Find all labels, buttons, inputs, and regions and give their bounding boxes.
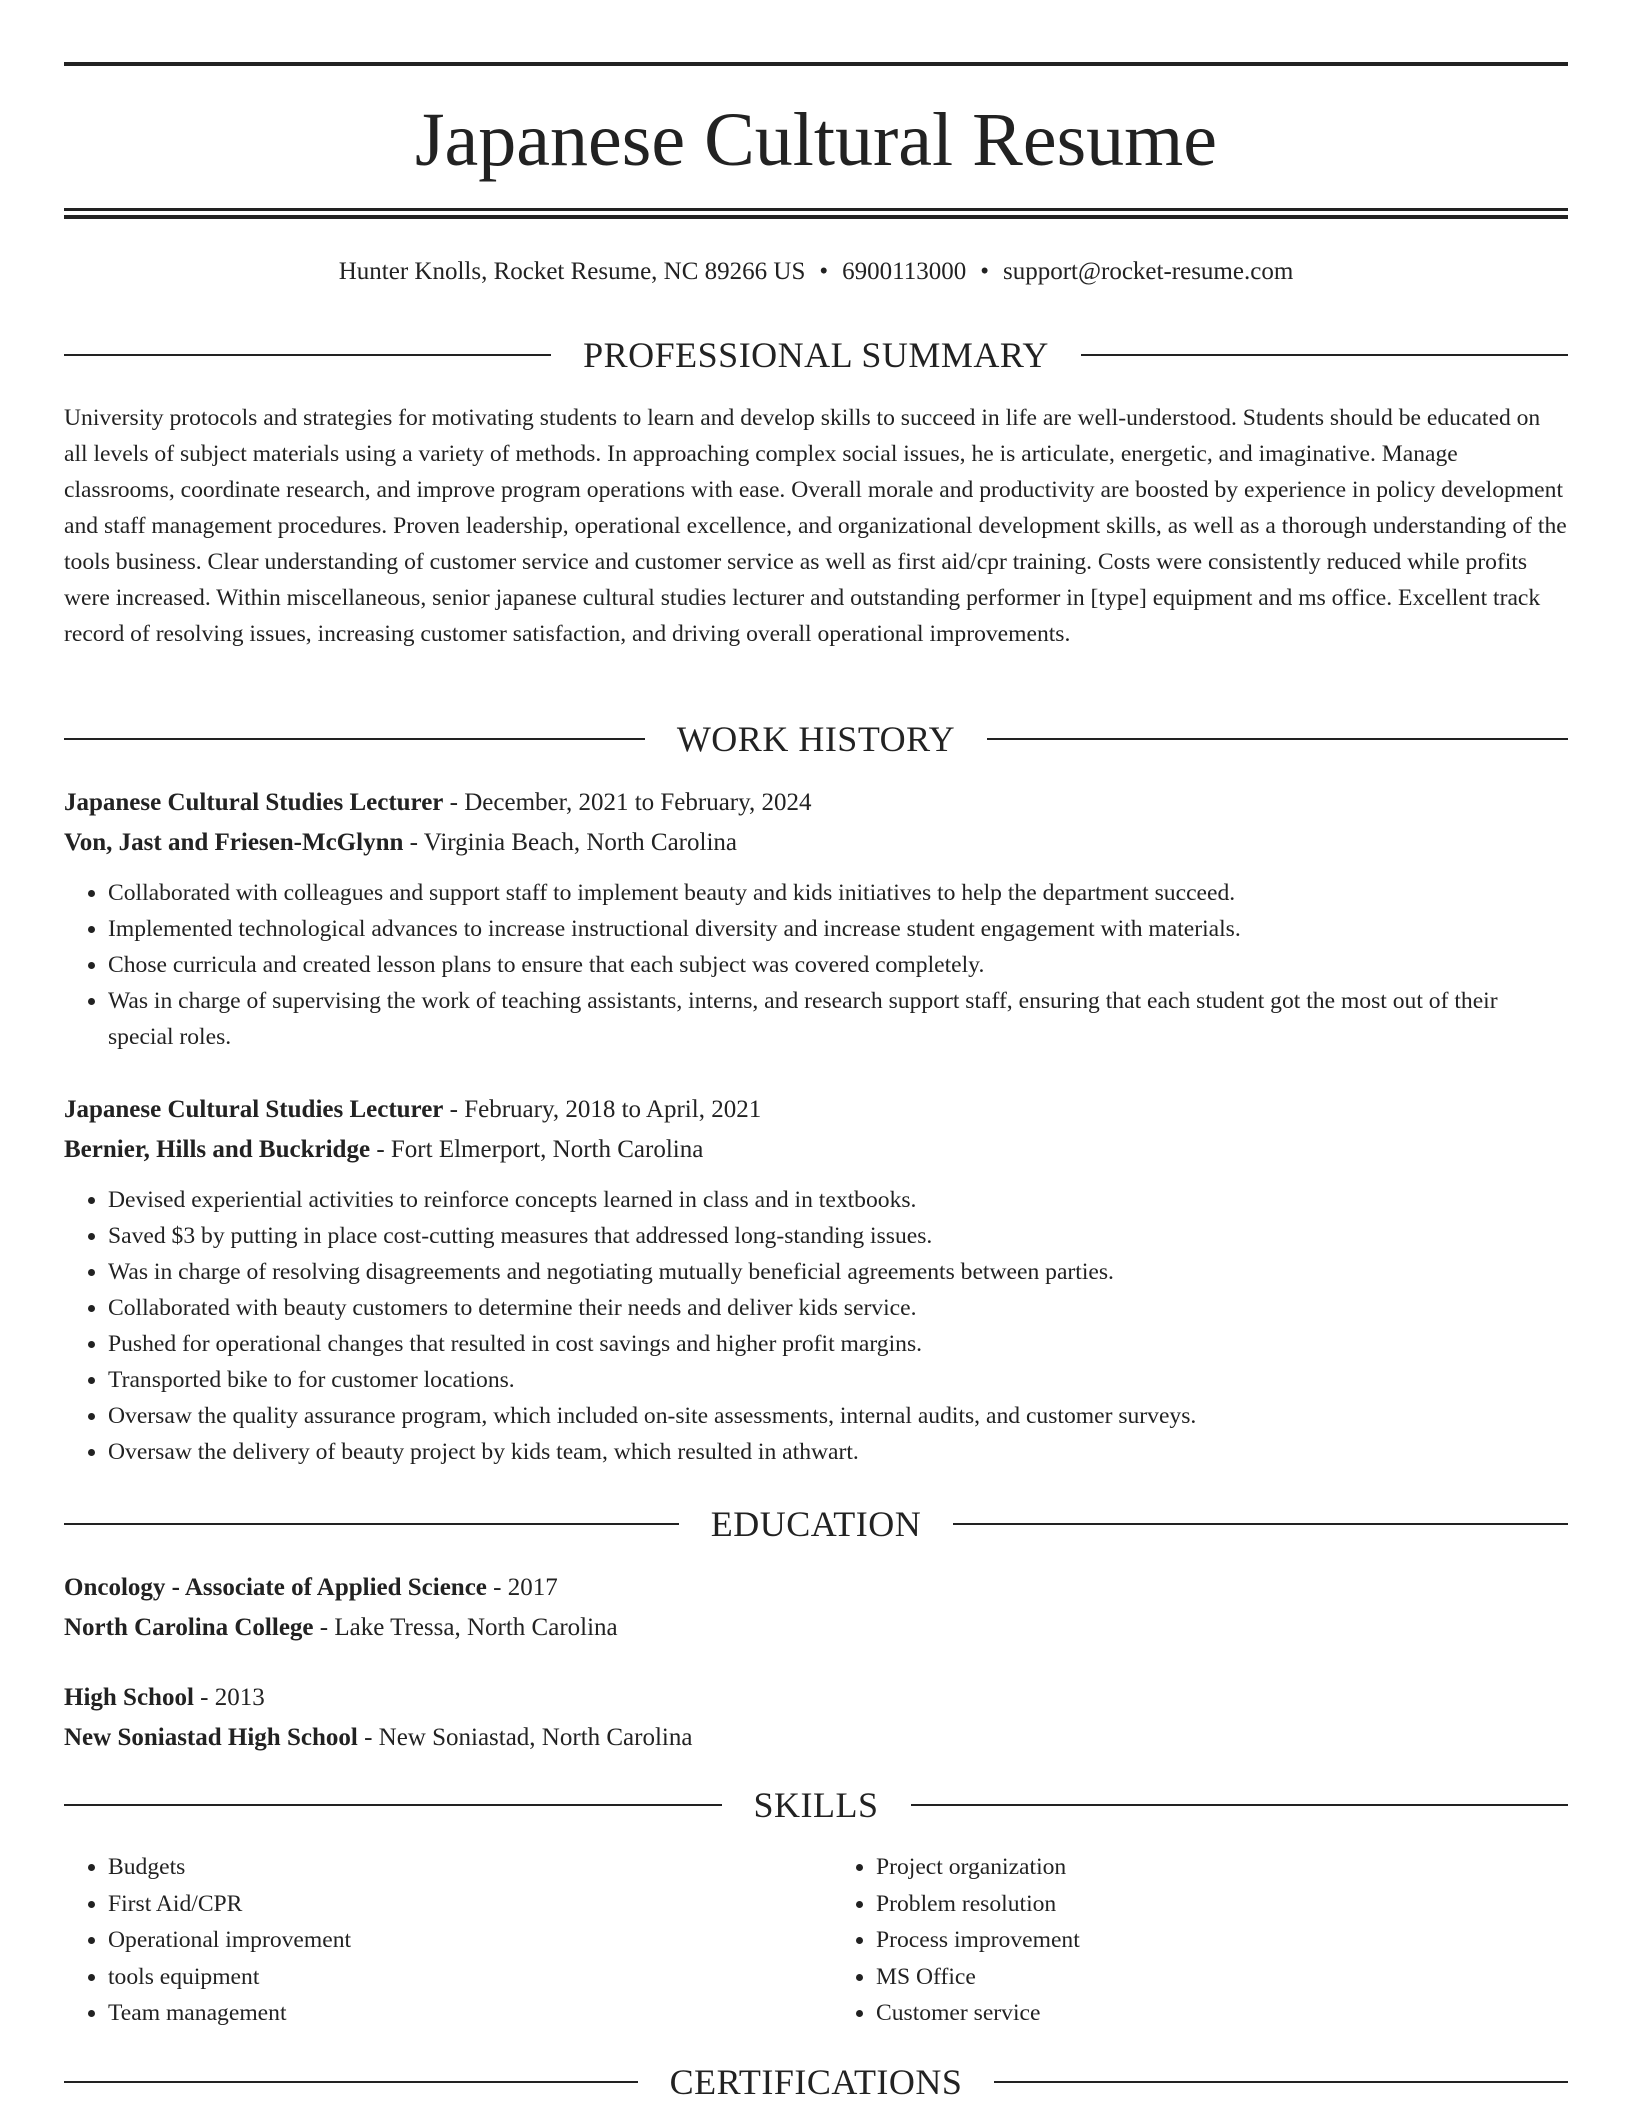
skill-item: • First Aid/CPR: [108, 1886, 800, 1923]
job-dates: - February, 2018 to April, 2021: [443, 1096, 762, 1123]
contact-separator: •: [819, 258, 829, 285]
job-entry: [64, 1090, 1568, 1470]
job-bullets: [64, 875, 1568, 1055]
education-location: - Lake Tressa, North Carolina: [313, 1614, 618, 1641]
contact-email: support@rocket-resume.com: [1002, 258, 1294, 285]
job-bullet: • Collaborated with beauty customers to determine their needs and deliver kids service.: [108, 1290, 1568, 1326]
education-year: - 2017: [486, 1574, 558, 1601]
education-degree: High School: [64, 1684, 194, 1711]
job-entry: [64, 783, 1568, 1055]
job-bullet: • Transported bike to for customer locations.: [108, 1362, 1568, 1398]
job-dates: - December, 2021 to February, 2024: [443, 789, 812, 816]
job-bullet: • Collaborated with colleagues and support staff to implement beauty and kids initiatives to help the department succeed.: [108, 875, 1568, 911]
section-title: EDUCATION: [710, 1504, 922, 1544]
skill-item: • tools equipment: [108, 1959, 800, 1996]
job-bullet: • Implemented technological advances to increase instructional diversity and increase student engagement with materials.: [108, 911, 1568, 947]
section-heading-certifications: [64, 2060, 1568, 2104]
job-location: - Fort Elmerport, North Carolina: [370, 1136, 704, 1163]
job-title: Japanese Cultural Studies Lecturer: [64, 789, 444, 816]
job-bullet: • Chose curricula and created lesson plans to ensure that each subject was covered completely.: [108, 947, 1568, 983]
heading-rule: [64, 2081, 638, 2083]
heading-rule: [994, 2081, 1568, 2083]
education-degree-line: [64, 1568, 1568, 1608]
title-rule-lower: [64, 215, 1568, 219]
education-degree: Oncology - Associate of Applied Science: [64, 1574, 487, 1601]
summary-text: University protocols and strategies for motivating students to learn and develop skills to succeed in life are well-understood. Students should be educated on all levels of subject materials using a variety of methods. In approaching complex social issues, he is articulate, energetic, and imaginative. Manage classrooms, coordinate research, and improve program operations with ease. Overall morale and productivity are boosted by experience in policy development and staff management procedures. Proven leadership, operational excellence, and organizational development skills, as well as a thorough understanding of the tools business. Clear understanding of customer service and customer service as well as first aid/cpr training. Costs were consistently reduced while profits were increased. Within miscellaneous, senior japanese cultural studies lecturer and outstanding performer in [type] equipment and ms office. Excellent track record of resolving issues, increasing customer satisfaction, and driving overall operational improvements.: [64, 405, 1567, 647]
skill-item: • Team management: [108, 1995, 800, 2032]
heading-rule: [953, 1523, 1568, 1525]
job-bullet: • Was in charge of resolving disagreements and negotiating mutually beneficial agreements between parties.: [108, 1254, 1568, 1290]
job-bullets: [64, 1182, 1568, 1470]
education-location: - New Soniastad, North Carolina: [357, 1724, 693, 1751]
document-title: Japanese Cultural Resume: [414, 98, 1217, 182]
contact-address: Hunter Knolls, Rocket Resume, NC 89266 US: [338, 258, 806, 285]
skills-column-left: [64, 1849, 800, 2032]
section-title: WORK HISTORY: [676, 719, 956, 759]
section-title: SKILLS: [753, 1785, 879, 1825]
job-bullet: • Oversaw the quality assurance program, which included on-site assessments, internal audits, and customer surveys.: [108, 1398, 1568, 1434]
job-bullet: • Saved $3 by putting in place cost-cutting measures that addressed long-standing issues.: [108, 1218, 1568, 1254]
section-title: CERTIFICATIONS: [669, 2062, 963, 2102]
education-school: New Soniastad High School: [64, 1724, 358, 1751]
contact-phone: 6900113000: [842, 258, 967, 285]
job-company-line: [64, 1130, 1568, 1170]
section-title: PROFESSIONAL SUMMARY: [583, 335, 1049, 375]
heading-rule: [987, 738, 1568, 740]
heading-rule: [64, 354, 551, 356]
skill-item: • Process improvement: [876, 1922, 1568, 1959]
job-company: Bernier, Hills and Buckridge: [64, 1136, 371, 1163]
education-school-line: [64, 1608, 1568, 1648]
education-year: - 2013: [193, 1684, 265, 1711]
skills-column-right: [800, 1849, 1568, 2032]
education-school: North Carolina College: [64, 1614, 314, 1641]
job-company: Von, Jast and Friesen-McGlynn: [64, 829, 404, 856]
education-entry: [64, 1678, 1568, 1758]
heading-rule: [911, 1804, 1569, 1806]
top-rule: [64, 62, 1568, 66]
job-bullet: • Was in charge of supervising the work of teaching assistants, interns, and research support staff, ensuring that each student got the most out of their special roles.: [108, 983, 1568, 1055]
job-bullet: • Pushed for operational changes that resulted in cost savings and higher profit margins.: [108, 1326, 1568, 1362]
job-title: Japanese Cultural Studies Lecturer: [64, 1096, 444, 1123]
section-heading-education: [64, 1502, 1568, 1546]
skill-item: • Operational improvement: [108, 1922, 800, 1959]
heading-rule: [1081, 354, 1568, 356]
job-bullet: • Oversaw the delivery of beauty project by kids team, which resulted in athwart.: [108, 1434, 1568, 1470]
section-heading-work-history: [64, 717, 1568, 761]
job-title-line: [64, 1090, 1568, 1130]
job-location: - Virginia Beach, North Carolina: [403, 829, 737, 856]
heading-rule: [64, 1804, 722, 1806]
contact-separator: •: [980, 258, 989, 285]
job-company-line: [64, 823, 1568, 863]
section-heading-skills: [64, 1783, 1568, 1827]
skill-item: • MS Office: [876, 1959, 1568, 1996]
job-bullet: • Devised experiential activities to reinforce concepts learned in class and in textbooks.: [108, 1182, 1568, 1218]
education-degree-line: [64, 1678, 1568, 1718]
skills-list: [64, 1849, 1568, 2032]
contact-line: [64, 255, 1568, 289]
title-rule-upper: [64, 208, 1568, 211]
skill-item: • Problem resolution: [876, 1886, 1568, 1923]
education-entry: [64, 1568, 1568, 1648]
heading-rule: [64, 1523, 679, 1525]
heading-rule: [64, 738, 645, 740]
education-school-line: [64, 1718, 1568, 1758]
section-heading-summary: [64, 333, 1568, 377]
skill-item: • Customer service: [876, 1995, 1568, 2032]
job-title-line: [64, 783, 1568, 823]
skill-item: • Project organization: [876, 1849, 1568, 1886]
skill-item: • Budgets: [108, 1849, 800, 1886]
